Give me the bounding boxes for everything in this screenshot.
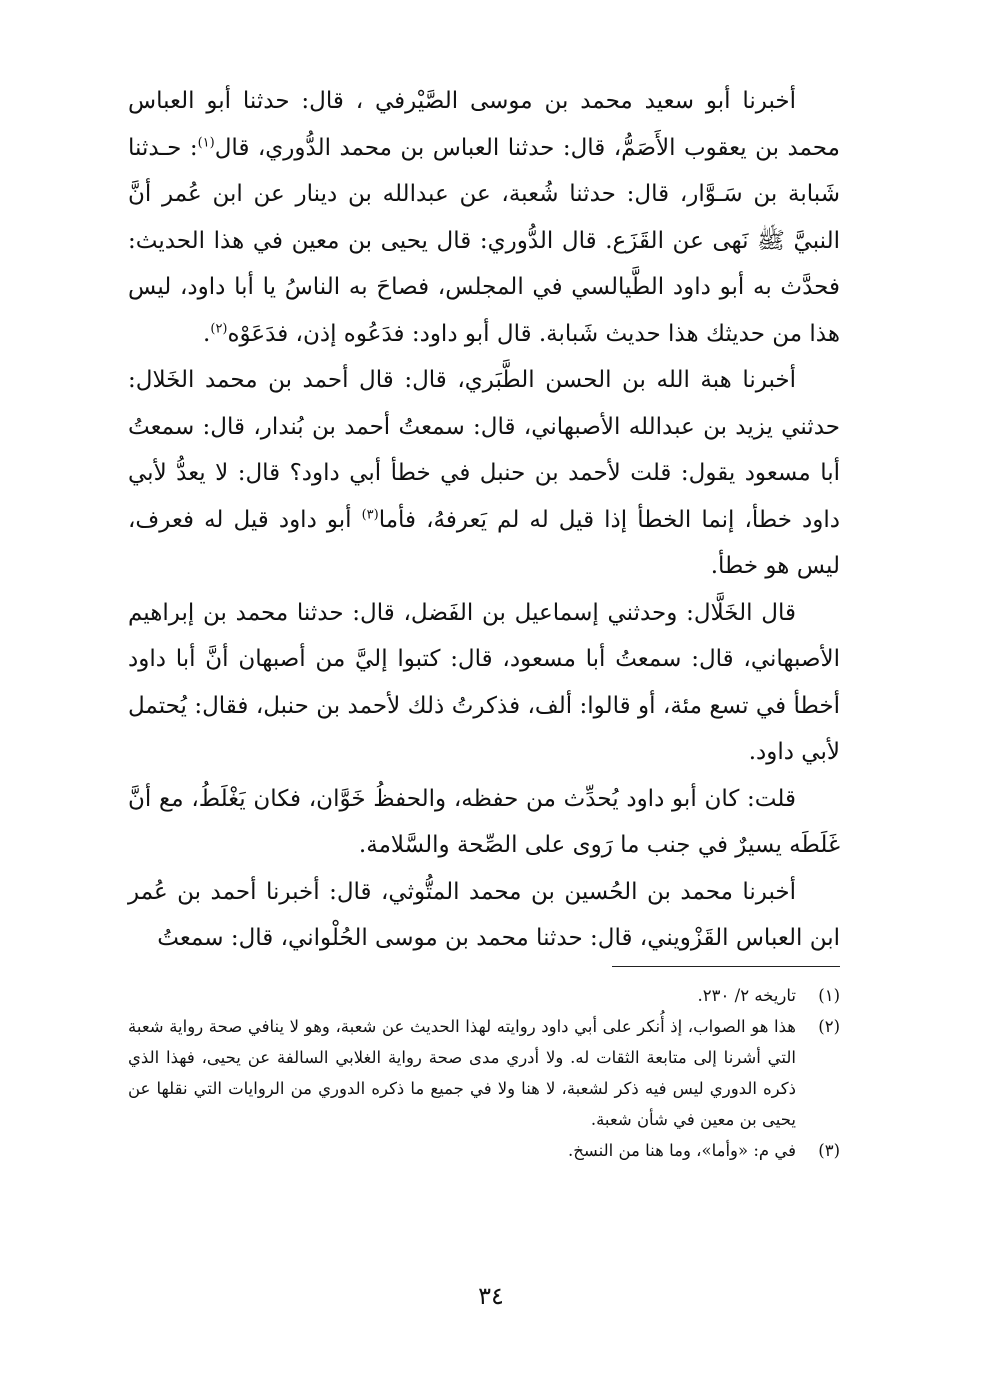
footnote-ref-1: (١)	[197, 134, 215, 150]
paragraph-4: قلت: كان أبو داود يُحدِّث من حفظه، والحفظُ خَوَّان، فكان يَغْلَطُ، مع أنَّ غَلَطَه يسيرٌ في جنب ما رَوى على الصِّحة والسَّلامة.	[128, 785, 840, 858]
footnote-2-text: هذا هو الصواب، إذ أُنكر على أبي داود روايته لهذا الحديث عن شعبة، وهو لا ينافي صحة رواية شعبة التي أشرنا إلى متابعة الثقات له. ولا أدري مدى صحة رواية الغلابي السالفة عن يحيى، فهذا الذي ذكره الدوري ليس فيه ذكر لشعبة، لا هنا ولا في جميع ما ذكره الدوري من الروايات التي نقلها عن يحيى بن معين في شأن شعبة.	[128, 1017, 796, 1129]
footnotes	[128, 980, 840, 1166]
footnote-1-number: (١)	[818, 986, 840, 1005]
footnote-3-number: (٣)	[818, 1141, 840, 1160]
footnote-3-text: في م: «وأما»، وما هنا من النسخ.	[568, 1141, 796, 1160]
paragraph-5: أخبرنا محمد بن الحُسين بن محمد المتُّوثي، قال: أخبرنا أحمد بن عُمر ابن العباس القَزْويني، قال: حدثنا محمد بن موسى الحُلْواني، قال: سمعتُ	[128, 878, 840, 951]
paragraph-1-part-2: : حـدثنا شَبابة بن سَـوَّار، قال: حدثنا شُعبة، عن عبدالله بن دينار عن ابن عُمر أنَّ النبيَّ ﷺ نَهى عن القَزَع. قال الدُّوري: قال يحيى بن معين في هذا الحديث: فحدَّث به أبو داود الطَّيالسي في المجلس، فصاحَ به الناسُ يا أبا داود، ليس هذا من حديثك هذا حديث شَبابة. قال أبو داود: فدَعُوه إذن، فدَعَوْه	[128, 134, 840, 347]
paragraph-2-part-1: أخبرنا هبة الله بن الحسن الطَّبَري، قال: قال أحمد بن محمد الخَلال: حدثني يزيد بن عبدالله الأصبهاني، قال: سمعتُ أحمد بن بُندار، قال: سمعتُ أبا مسعود يقول: قلت لأحمد بن حنبل في خطأ أبي داود؟ قال: لا يعدُّ لأبي داود خطأ، إنما الخطأ إذا قيل له لم يَعرفهُ، فأما	[128, 367, 841, 533]
paragraph-2-part-2: أبو داود قيل له فعرف، ليس هو خطأ.	[128, 506, 840, 579]
footnote-3	[128, 1135, 840, 1166]
footnote-1	[128, 980, 840, 1011]
footnote-1-text: تاريخه ٢/ ٢٣٠.	[697, 986, 796, 1005]
page-number: ٣٤	[478, 1282, 504, 1310]
main-text	[128, 78, 840, 962]
paragraph-1	[128, 78, 840, 357]
footnote-separator	[612, 966, 840, 967]
footnote-2-number: (٢)	[818, 1017, 840, 1036]
footnote-ref-2: (٢)	[210, 320, 228, 336]
paragraph-2	[128, 357, 840, 590]
paragraph-1-part-3: .	[203, 320, 211, 347]
paragraph-3: قال الخَلَّال: وحدثني إسماعيل بن الفَضل، قال: حدثنا محمد بن إبراهيم الأصبهاني، قال: سمعتُ أبا مسعود، قال: كتبوا إليَّ من أصبهان أنَّ أبا داود أخطأ في تسع مئة، أو قالوا: ألف، فذكرتُ ذلك لأحمد بن حنبل، فقال: يُحتمل لأبي داود.	[128, 599, 840, 765]
footnote-ref-3: (٣)	[361, 506, 379, 522]
paragraph-1-part-1: أخبرنا أبو سعيد محمد بن موسى الصَّيْرفي ، قال: حدثنا أبو العباس محمد بن يعقوب الأَصَمُّ، قال: حدثنا العباس بن محمد الدُّوري، قال	[128, 88, 840, 161]
footnote-2	[128, 1011, 840, 1135]
